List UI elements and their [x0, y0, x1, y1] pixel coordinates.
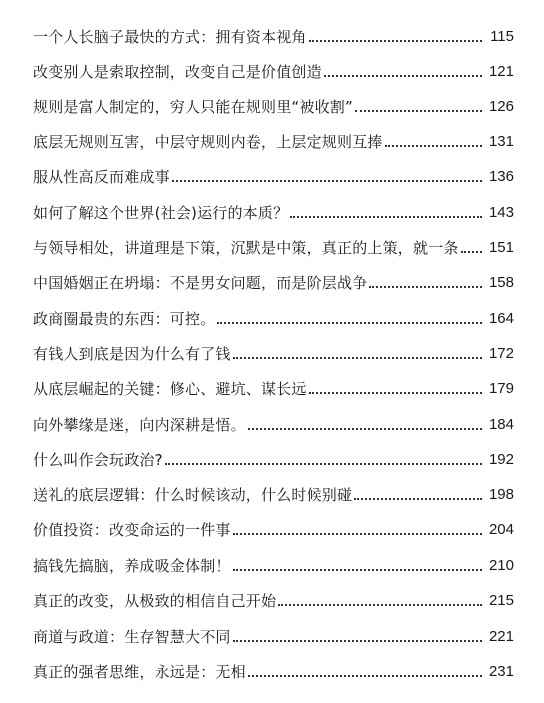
toc-entry-page: 131 — [488, 133, 514, 150]
toc-entry[interactable] — [33, 89, 514, 117]
toc-entry-page: 215 — [488, 592, 514, 609]
dot-leader — [165, 463, 482, 465]
toc-entry-title: 底层无规则互害，中层守规则内卷，上层定规则互捧 — [33, 133, 383, 151]
dot-leader — [172, 180, 482, 182]
toc-entry-page: 172 — [488, 345, 514, 362]
toc-entry-page: 115 — [490, 28, 514, 45]
toc-entry[interactable] — [33, 19, 514, 47]
toc-entry-page: 192 — [488, 451, 514, 468]
dot-leader — [290, 216, 482, 218]
toc-entry-title: 规则是富人制定的，穷人只能在规则里“被收割” — [33, 98, 353, 116]
dot-leader — [354, 498, 482, 500]
toc-entry[interactable] — [33, 159, 514, 187]
toc-entry-title: 真正的强者思维，永远是：无相 — [33, 663, 246, 681]
toc-entry[interactable] — [33, 301, 514, 329]
toc-entry-title: 与领导相处，讲道理是下策，沉默是中策，真正的上策，就一条 — [33, 239, 459, 257]
toc-entry-title: 改变别人是索取控制，改变自己是价值创造 — [33, 63, 322, 81]
toc-entry-page: 136 — [488, 168, 514, 185]
toc-entry-title: 送礼的底层逻辑：什么时候该动，什么时候别碰 — [33, 486, 353, 504]
toc-entry[interactable] — [33, 54, 514, 82]
dot-leader — [233, 640, 482, 642]
toc-entry[interactable] — [33, 230, 514, 258]
dot-leader — [278, 604, 482, 606]
toc-entry-page: 210 — [488, 557, 514, 574]
dot-leader — [233, 533, 482, 535]
toc-entry-page: 204 — [488, 521, 514, 538]
toc-entry[interactable] — [33, 512, 514, 540]
toc-entry-page: 151 — [488, 239, 514, 256]
toc-entry-page: 143 — [488, 204, 514, 221]
toc-entry-page: 121 — [488, 63, 514, 80]
toc-entry-title: 从底层崛起的关键：修心、避坑、谋长远 — [33, 380, 307, 398]
toc-entry-page: 221 — [488, 628, 514, 645]
toc-entry[interactable] — [33, 124, 514, 152]
toc-entry-title: 一个人长脑子最快的方式：拥有资本视角 — [33, 28, 307, 46]
toc-entry-page: 184 — [488, 416, 514, 433]
toc-entry-title: 商道与政道：生存智慧大不同 — [33, 628, 231, 646]
toc-entry-title: 真正的改变，从极致的相信自己开始 — [33, 592, 277, 610]
dot-leader — [369, 286, 482, 288]
toc-entry[interactable] — [33, 477, 514, 505]
toc-entry-page: 164 — [488, 310, 514, 327]
toc-entry-title: 什么叫作会玩政治? — [33, 451, 163, 469]
toc-entry-title: 服从性高反而难成事 — [33, 168, 170, 186]
dot-leader — [385, 145, 482, 147]
toc-entry[interactable] — [33, 654, 514, 682]
toc-entry[interactable] — [33, 265, 514, 293]
dot-leader — [233, 569, 482, 571]
toc-entry[interactable] — [33, 583, 514, 611]
dot-leader — [309, 40, 482, 42]
toc-entry-title: 向外攀缘是迷，向内深耕是悟。 — [33, 416, 246, 434]
dot-leader — [233, 357, 482, 359]
toc-entry[interactable] — [33, 442, 514, 470]
toc-entry-title: 搞钱先搞脑，养成吸金体制！ — [33, 557, 231, 575]
dot-leader — [309, 392, 482, 394]
toc-entry-title: 政商圈最贵的东西：可控。 — [33, 310, 216, 328]
toc-entry[interactable] — [33, 548, 514, 576]
toc-entry[interactable] — [33, 407, 514, 435]
toc-entry-title: 有钱人到底是因为什么有了钱 — [33, 345, 231, 363]
toc-entry-title: 价值投资：改变命运的一件事 — [33, 521, 231, 539]
dot-leader — [217, 322, 482, 324]
toc-entry[interactable] — [33, 336, 514, 364]
toc-entry-title: 如何了解这个世界(社会)运行的本质？ — [33, 204, 289, 222]
toc-entry-page: 231 — [488, 663, 514, 680]
toc-entry-page: 158 — [488, 274, 514, 291]
dot-leader — [461, 251, 482, 253]
dot-leader — [355, 110, 482, 112]
toc-entry[interactable] — [33, 619, 514, 647]
toc-entry-title: 中国婚姻正在坍塌：不是男女问题，而是阶层战争 — [33, 274, 368, 292]
toc-entry-page: 126 — [488, 98, 514, 115]
dot-leader — [248, 675, 482, 677]
toc-entry-page: 179 — [488, 380, 514, 397]
toc-entry[interactable] — [33, 371, 514, 399]
dot-leader — [248, 428, 482, 430]
dot-leader — [324, 75, 482, 77]
toc-entry[interactable] — [33, 195, 514, 223]
toc-entry-page: 198 — [488, 486, 514, 503]
